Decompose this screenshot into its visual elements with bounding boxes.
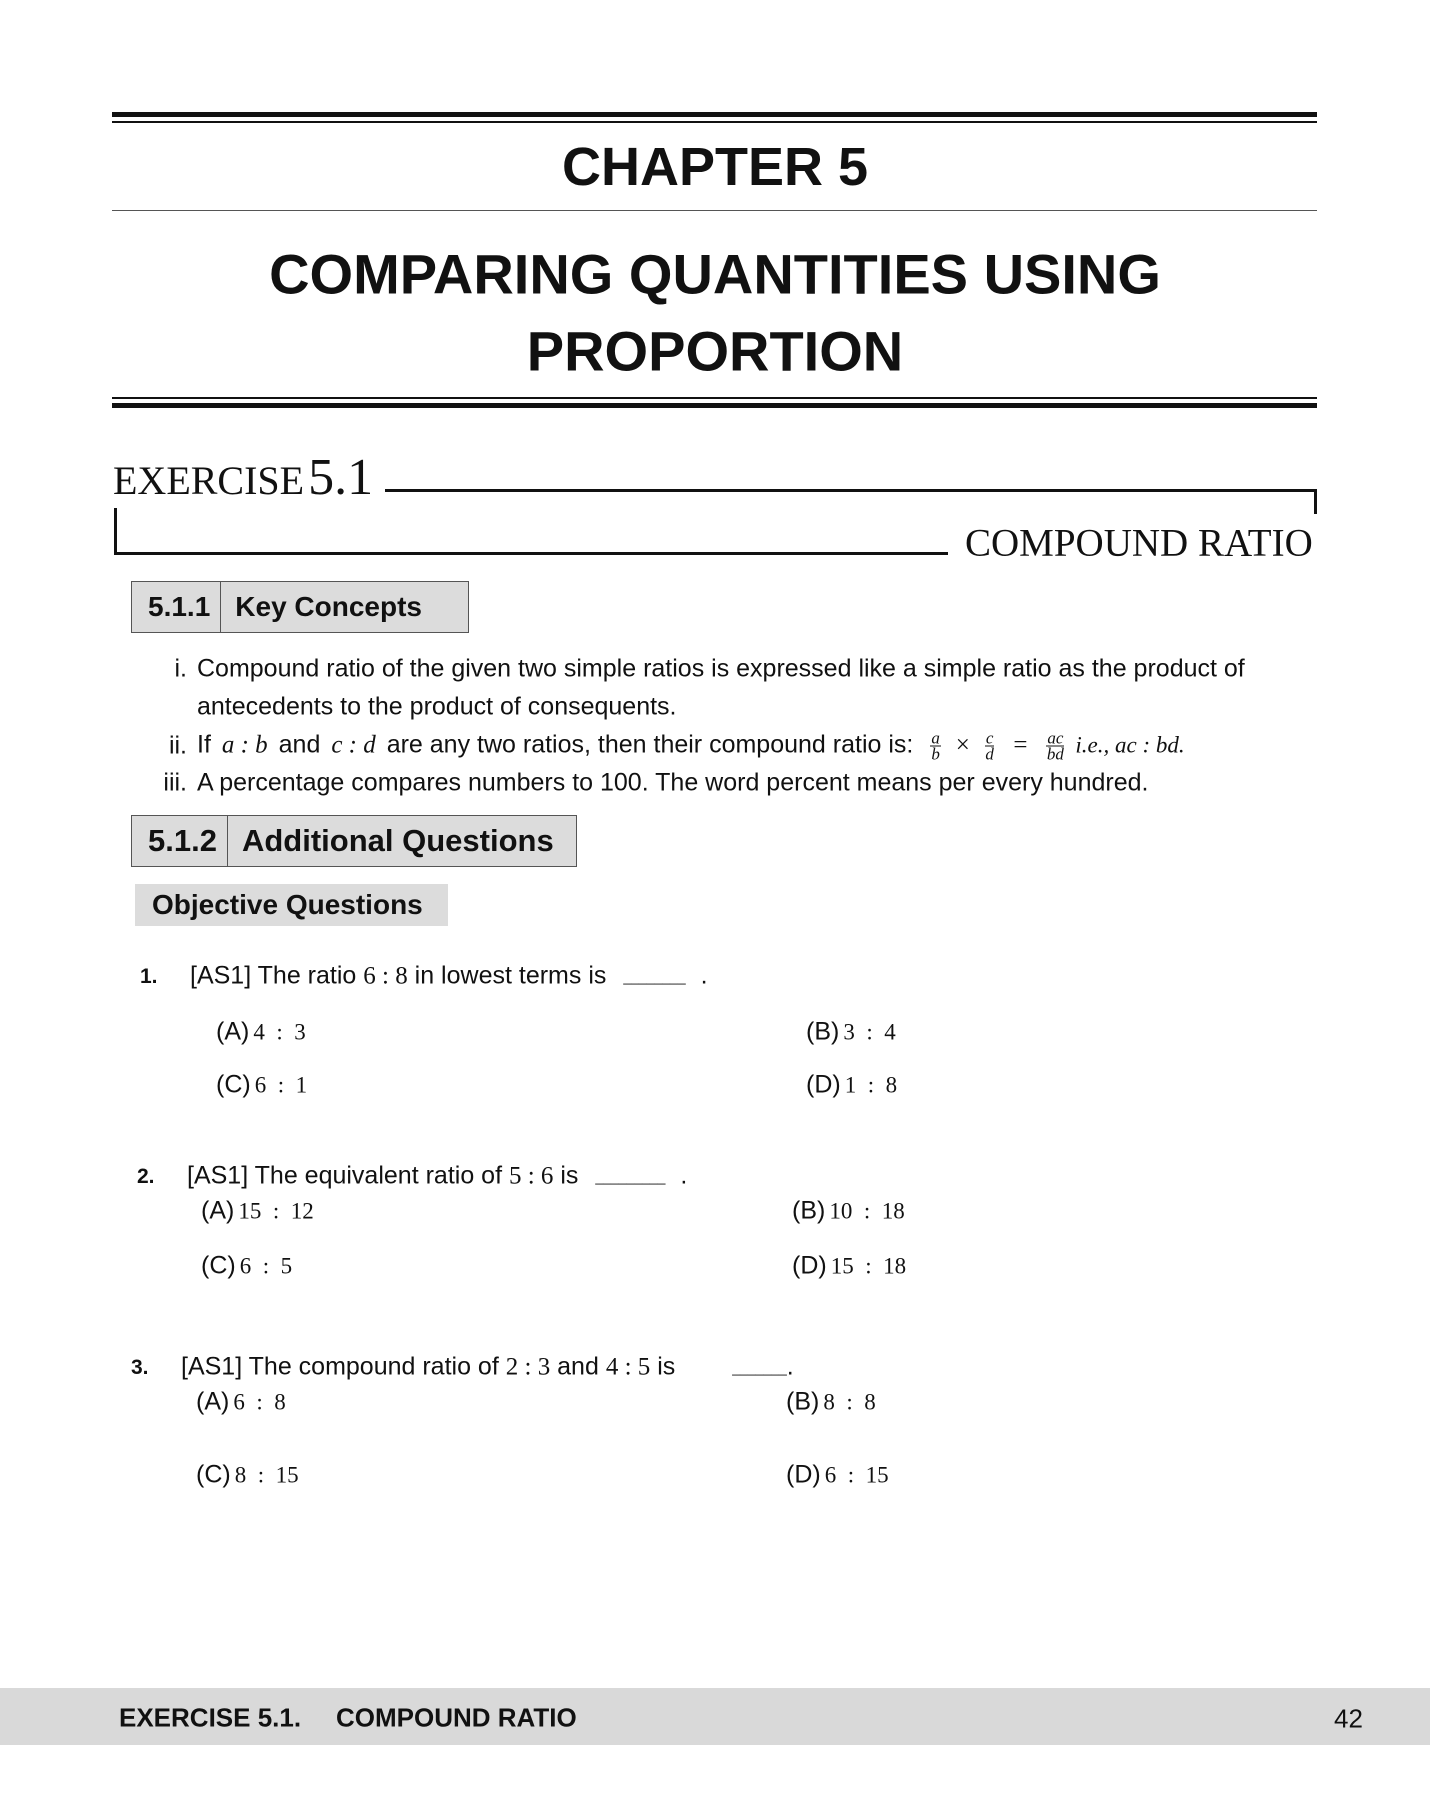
- objective-label-text: Objective Questions: [152, 889, 423, 920]
- text: [AS1] The equivalent ratio of: [187, 1161, 503, 1190]
- question-1-option-a: [216, 1018, 306, 1047]
- chapter-divider: [112, 210, 1317, 211]
- denominator: bd: [1046, 744, 1064, 764]
- text: [AS1] The compound ratio of: [181, 1352, 499, 1381]
- math-ratio: 4 : 5: [605, 1353, 651, 1381]
- section-label: Additional Questions: [241, 823, 554, 858]
- math-ratio: 2 : 3: [505, 1353, 551, 1381]
- key-concepts-heading: [131, 581, 469, 633]
- concept-marker-2: ii.: [168, 731, 187, 760]
- numerator: ac: [1047, 728, 1064, 748]
- option-key: (D): [806, 1070, 841, 1099]
- question-3-option-d: [786, 1461, 889, 1490]
- option-key: (A): [216, 1017, 250, 1046]
- option-key: (C): [216, 1070, 251, 1099]
- bottom-thick-rule: [112, 403, 1317, 408]
- question-1-number: 1.: [140, 965, 158, 988]
- option-value: 8 : 15: [234, 1462, 299, 1488]
- text: .: [700, 961, 708, 990]
- question-1-option-b: [806, 1018, 896, 1047]
- option-value: 6 : 15: [824, 1462, 889, 1488]
- option-value: 6 : 1: [254, 1072, 308, 1098]
- text: and: [278, 730, 321, 759]
- option-value: 10 : 18: [829, 1198, 905, 1224]
- exercise-heading: [113, 448, 373, 507]
- fraction-c-d: [985, 728, 995, 764]
- times-sign: ×: [955, 731, 970, 759]
- objective-questions-label: [135, 884, 448, 926]
- equals-sign: =: [1013, 731, 1028, 759]
- option-key: (B): [786, 1387, 820, 1416]
- question-2-option-d: [792, 1252, 906, 1281]
- math-ratio: 6 : 8: [363, 962, 408, 990]
- option-value: 6 : 8: [233, 1389, 286, 1415]
- option-key: (D): [792, 1251, 827, 1280]
- answer-blank: _________: [595, 1168, 666, 1185]
- option-key: (C): [196, 1460, 231, 1489]
- chapter-title-line1: COMPARING QUANTITIES USING: [269, 242, 1161, 306]
- option-value: 15 : 18: [830, 1253, 907, 1279]
- concept-1-line2: antecedents to the product of consequents.: [197, 692, 677, 721]
- question-3-option-a: [196, 1388, 286, 1417]
- denominator: b: [931, 744, 940, 764]
- exercise-number: 5.1: [308, 449, 374, 506]
- math-ratio: c : d: [331, 731, 376, 759]
- math-result: i.e., ac : bd.: [1075, 732, 1185, 758]
- exercise-bottom-line: [114, 552, 948, 555]
- option-key: (B): [806, 1017, 840, 1046]
- option-key: (C): [201, 1251, 236, 1280]
- section-number: 5.1.2: [132, 816, 228, 866]
- exercise-top-line: [385, 489, 1317, 492]
- question-2-option-b: [792, 1197, 905, 1226]
- option-value: 6 : 5: [239, 1253, 293, 1279]
- numerator: a: [931, 728, 940, 748]
- question-2-number: 2.: [137, 1165, 155, 1188]
- option-key: (D): [786, 1460, 821, 1489]
- text: is: [657, 1352, 676, 1381]
- question-3-number: 3.: [131, 1356, 149, 1379]
- text: and: [557, 1352, 599, 1381]
- option-key: (A): [196, 1387, 230, 1416]
- bottom-thin-rule: [112, 397, 1317, 399]
- section-number: 5.1.1: [132, 582, 221, 632]
- section-label: Key Concepts: [235, 591, 422, 622]
- concept-marker-1: i.: [174, 654, 187, 683]
- option-value: 8 : 8: [823, 1389, 876, 1415]
- denominator: d: [985, 744, 994, 764]
- fraction-a-b: [930, 728, 941, 764]
- answer-blank: ________: [623, 968, 686, 985]
- option-value: 4 : 3: [253, 1019, 306, 1045]
- chapter-label: CHAPTER 5: [561, 137, 869, 197]
- exercise-topic: COMPOUND RATIO: [965, 521, 1313, 565]
- exercise-left-tick: [114, 508, 117, 555]
- concept-3: A percentage compares numbers to 100. The word percent means per every hundred.: [197, 768, 1149, 797]
- option-value: 15 : 12: [238, 1198, 314, 1224]
- footer-title: COMPOUND RATIO: [336, 1702, 577, 1733]
- text: are any two ratios, then their compound ratio is:: [386, 730, 914, 759]
- text: .: [786, 1352, 794, 1381]
- exercise-word: EXERCISE: [113, 458, 305, 503]
- question-1-text: [190, 962, 708, 991]
- question-2-option-c: [201, 1252, 292, 1281]
- exercise-right-tick: [1314, 489, 1317, 514]
- text: in lowest terms is: [414, 961, 607, 990]
- option-value: 1 : 8: [844, 1072, 898, 1098]
- question-2-text: [187, 1162, 687, 1191]
- option-key: (B): [792, 1196, 826, 1225]
- option-key: (A): [201, 1196, 235, 1225]
- numerator: c: [985, 728, 994, 748]
- fraction-ac-bd: [1046, 728, 1064, 764]
- concept-1-line1: Compound ratio of the given two simple ratios is expressed like a simple ratio as the product of: [197, 654, 1245, 683]
- answer-blank: _______: [732, 1359, 787, 1376]
- page-number: 42: [1334, 1703, 1363, 1734]
- concept-marker-3: iii.: [163, 768, 187, 797]
- question-3-text: [181, 1353, 794, 1382]
- text: If: [197, 730, 211, 759]
- additional-questions-heading: [131, 815, 577, 867]
- question-3-option-c: [196, 1461, 299, 1490]
- chapter-title-line2: PROPORTION: [526, 319, 904, 383]
- text: [AS1] The ratio: [190, 961, 357, 990]
- text: .: [680, 1161, 688, 1190]
- footer-section: EXERCISE 5.1.: [119, 1702, 302, 1733]
- top-thin-rule: [112, 121, 1317, 123]
- concept-2: [197, 728, 1185, 764]
- math-ratio: 5 : 6: [508, 1162, 554, 1190]
- math-ratio: a : b: [221, 731, 268, 759]
- question-2-option-a: [201, 1197, 314, 1226]
- top-thick-rule: [112, 112, 1317, 117]
- text: is: [560, 1161, 579, 1190]
- option-value: 3 : 4: [843, 1019, 896, 1045]
- page-footer: [0, 1688, 1430, 1745]
- question-1-option-d: [806, 1071, 897, 1100]
- question-3-option-b: [786, 1388, 876, 1417]
- question-1-option-c: [216, 1071, 307, 1100]
